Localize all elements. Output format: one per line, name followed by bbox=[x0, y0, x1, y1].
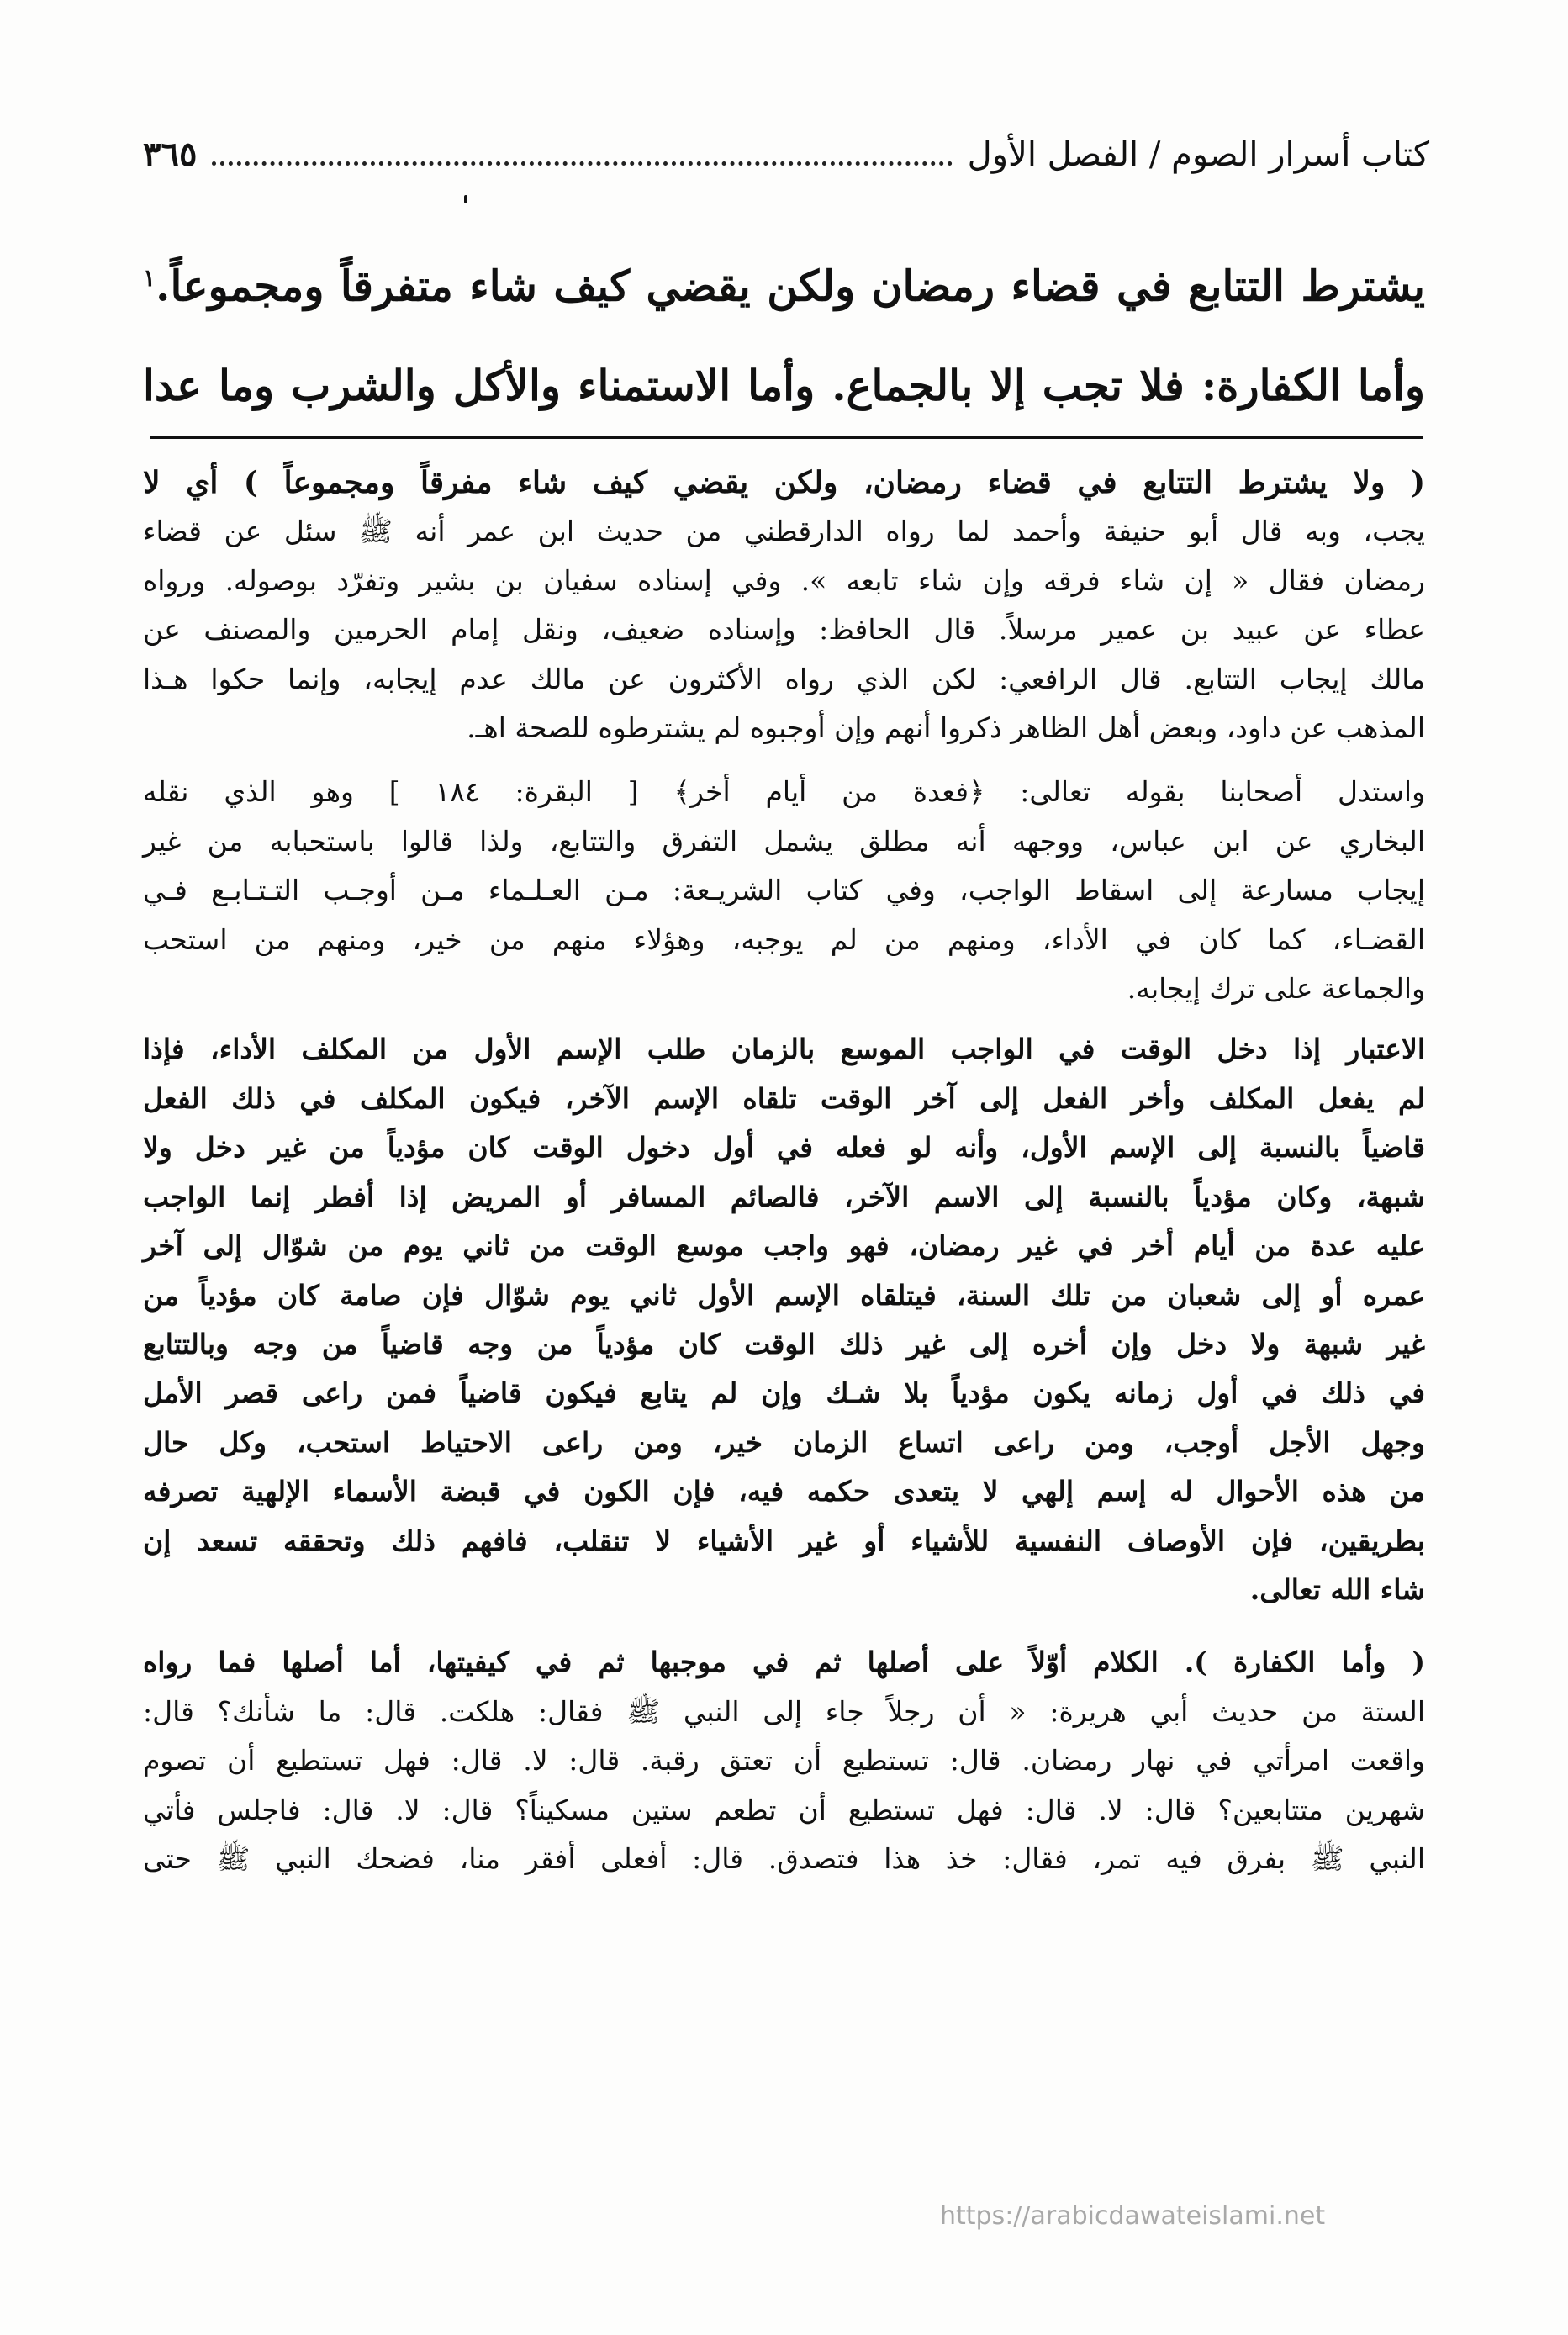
commentary-line: ( وأما الكفارة ). الكلام أوّلاً على أصلها ثم في موجبها ثم في كيفيتها، أما أصلها فما رواه bbox=[143, 1646, 1425, 1679]
commentary-paragraph-2 bbox=[143, 768, 1425, 1013]
commentary-line: رمضان فقال « إن شاء فرقه وإن شاء تابعه ». وفي إسناده سفيان بن بشير وتفرّد بوصوله. ورواه bbox=[143, 563, 1425, 597]
commentary-line: المذهب عن داود، وبعض أهل الظاهر ذكروا أنهم وإن أوجبوه لم يشترطوه للصحة اهـ. bbox=[467, 711, 1425, 745]
separator-rule bbox=[150, 436, 1423, 439]
page-number: ٣٦٥ bbox=[143, 135, 198, 174]
commentary-line: قاضياً بالنسبة إلى الإسم الأول، وأنه لو فعله في أول دخول الوقت كان مؤدياً من غير دخل ولا bbox=[143, 1131, 1425, 1165]
running-header bbox=[143, 135, 1429, 193]
commentary-line: الاعتبار إذا دخل الوقت في الواجب الموسع بالزمان طلب الإسم الأول من المكلف الأداء، فإذا bbox=[143, 1033, 1425, 1066]
commentary-line: يجب، وبه قال أبو حنيفة وأحمد لما رواه الدارقطني من حديث ابن عمر أنه ﷺ سئل عن قضاء bbox=[143, 515, 1425, 548]
commentary-line: واستدل أصحابنا بقوله تعالى: ﴿فعدة من أيام أخر﴾ [ البقرة: ١٨٤ ] وهو الذي نقله bbox=[143, 775, 1425, 809]
commentary-line: غير شبهة ولا دخل وإن أخره إلى غير ذلك الوقت كان مؤدياً من وجه قاضياً من وجه وبالتتابع bbox=[143, 1327, 1425, 1360]
commentary-line: البخاري عن ابن عباس، ووجهه أنه مطلق يشمل التفرق والتتابع، ولذا قالوا باستحبابه من غير bbox=[143, 824, 1425, 858]
commentary-paragraph-1 bbox=[143, 458, 1425, 753]
commentary-line: بطريقين، فإن الأوصاف النفسية للأشياء أو غير الأشياء لا تنقلب، فافهم ذلك وتحققه تسعد إن bbox=[143, 1524, 1425, 1557]
main-text-line-1 bbox=[143, 229, 1425, 336]
source-url-watermark: https://arabicdawateislami.net bbox=[940, 2201, 1326, 2231]
commentary-line: ( ولا يشترط التتابع في قضاء رمضان، ولكن يقضي كيف شاء مفرقاً ومجموعاً ) أي لا bbox=[143, 465, 1425, 500]
commentary-line: مالك إيجاب التتابع. قال الرافعي: لكن الذي رواه الأكثرون عن مالك عدم إيجابه، وإنما حكوا هـذا bbox=[143, 662, 1425, 695]
commentary-line: عمره أو إلى شعبان من تلك السنة، فيتلقاه الإسم الأول ثاني يوم شوّال فإن صامة كان مؤدياً من bbox=[143, 1278, 1425, 1312]
ink-mark bbox=[464, 195, 467, 203]
running-header-title: كتاب أسرار الصوم / الفصل الأول bbox=[967, 135, 1429, 174]
commentary-paragraph-4 bbox=[143, 1638, 1425, 1883]
commentary-line: شاء الله تعالى. bbox=[1249, 1572, 1425, 1606]
commentary-line: عطاء عن عبيد بن عمير مرسلاً. قال الحافظ: وإسناده ضعيف، ونقل إمام الحرمين والمصنف عن bbox=[143, 613, 1425, 647]
commentary-line: الستة من حديث أبي هريرة: « أن رجلاً جاء إلى النبي ﷺ فقال: هلكت. قال: ما شأنك؟ قال: bbox=[143, 1694, 1425, 1728]
header-dot-leader bbox=[212, 143, 952, 166]
commentary-line: وجهل الأجل أوجب، ومن راعى اتساع الزمان خير، ومن راعى الاحتياط استحب، وكل حال bbox=[143, 1425, 1425, 1459]
commentary-paragraph-3 bbox=[143, 1025, 1425, 1614]
main-text-line-1-content: يشترط التتابع في قضاء رمضان ولكن يقضي كيف شاء متفرقاً ومجموعاً. bbox=[156, 261, 1425, 311]
commentary-line: لم يفعل المكلف وأخر الفعل إلى آخر الوقت تلقاه الإسم الآخر، فيكون المكلف في ذلك الفعل bbox=[143, 1081, 1425, 1115]
main-text bbox=[143, 229, 1425, 436]
commentary-line: القضـاء، كما كان في الأداء، ومنهم من لم يوجبه، وهؤلاء منهم من خير، ومنهم من استحب bbox=[143, 922, 1425, 956]
main-text-line-2: وأما الكفارة: فلا تجب إلا بالجماع. وأما الاستمناء والأكل والشرب وما عدا bbox=[143, 360, 1425, 410]
commentary-line: من هذه الأحوال له إسم إلهي لا يتعدى حكمه فيه، فإن الكون في قبضة الأسماء الإلهية تصرفه bbox=[143, 1475, 1425, 1508]
commentary-line: والجماعة على ترك إيجابه. bbox=[1127, 972, 1425, 1006]
commentary-line: واقعت امرأتي في نهار رمضان. قال: تستطيع أن تعتق رقبة. قال: لا. قال: فهل تستطيع أن تصوم bbox=[143, 1744, 1425, 1778]
commentary bbox=[143, 458, 1425, 1883]
commentary-line: النبي ﷺ بفرق فيه تمر، فقال: خذ هذا فتصدق. قال: أفعلى أفقر منا، فضحك النبي ﷺ حتى bbox=[143, 1841, 1425, 1875]
commentary-line: إيجاب مسارعة إلى اسقاط الواجب، وفي كتاب الشريـعة: مـن العـلـماء مـن أوجـب التـتـابـع فـي bbox=[143, 874, 1425, 907]
commentary-line: عليه عدة من أيام أخر في غير رمضان، فهو واجب موسع الوقت من ثاني يوم من شوّال إلى آخر bbox=[143, 1229, 1425, 1263]
commentary-line: شبهة، وكان مؤدياً بالنسبة إلى الاسم الآخر، فالصائم المسافر أو المريض إذا أفطر إنما الواجب bbox=[143, 1180, 1425, 1213]
commentary-line: في ذلك في أول زمانه يكون مؤدياً بلا شـك وإن لم يتابع فيكون قاضياً فمن راعى قصر الأمل bbox=[143, 1376, 1425, 1410]
commentary-line: شهرين متتابعين؟ قال: لا. قال: فهل تستطيع أن تطعم ستين مسكيناً؟ قال: لا. قال: فاجلس فأتي bbox=[143, 1793, 1425, 1826]
footnote-marker: ١ bbox=[143, 264, 156, 292]
